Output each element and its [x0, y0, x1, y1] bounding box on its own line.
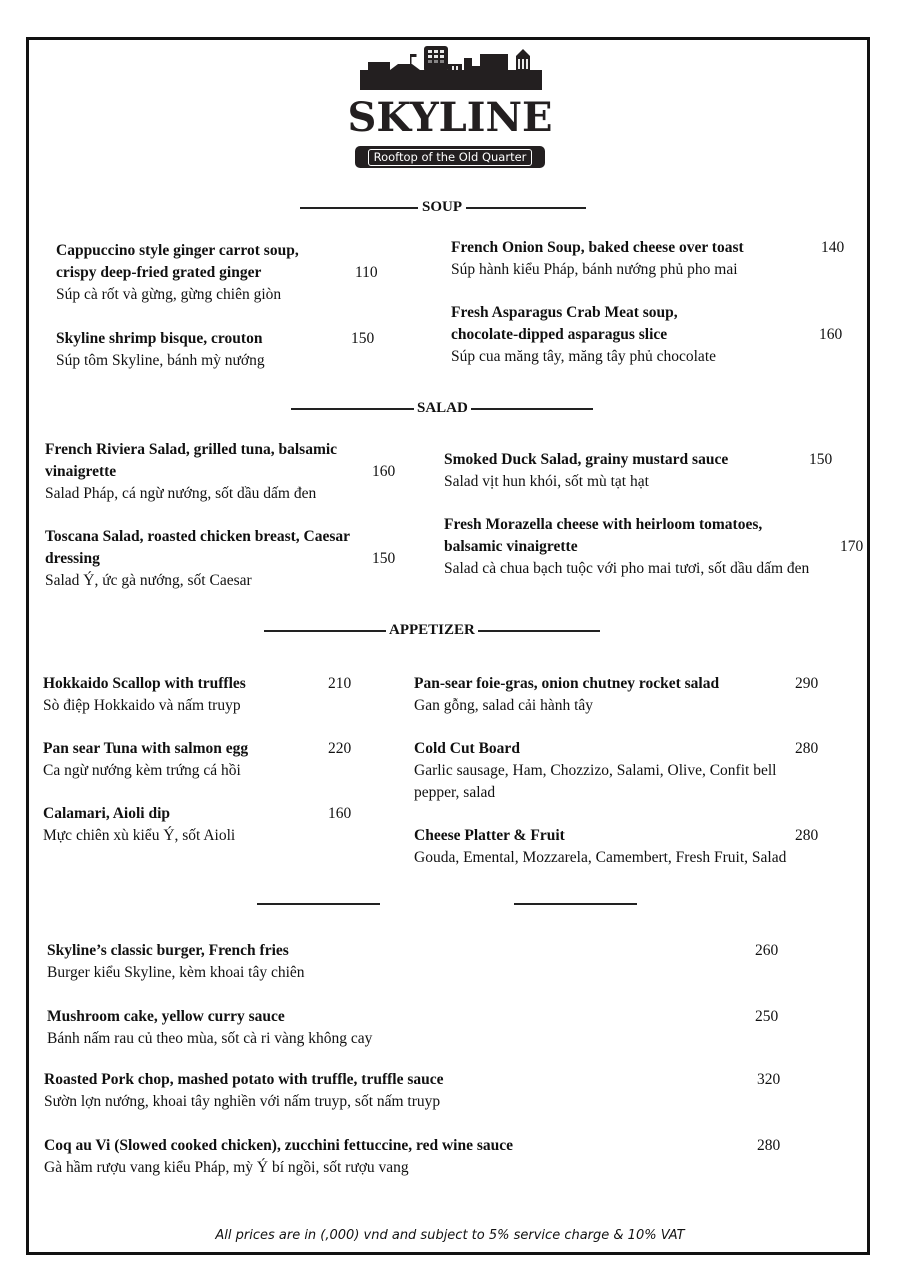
- item-price: 110: [355, 264, 378, 281]
- item-price: 140: [821, 239, 845, 256]
- item-description: Gan gỗng, salad cải hành tây: [414, 697, 594, 714]
- section-salad-header: [291, 400, 593, 417]
- item-name: Fresh Asparagus Crab Meat soup,: [451, 304, 678, 321]
- menu-item: [56, 328, 265, 372]
- item-name: Calamari, Aioli dip: [43, 805, 171, 822]
- item-name: Mushroom cake, yellow curry sauce: [47, 1008, 285, 1025]
- menu-item: [444, 514, 809, 580]
- divider-rule: [514, 903, 637, 905]
- divider-rule: [264, 630, 386, 632]
- section-title: SOUP: [422, 199, 463, 215]
- divider-rule: [478, 630, 600, 632]
- menu-item: [47, 1006, 372, 1050]
- item-name: dressing: [45, 550, 100, 567]
- item-name: crispy deep-fried grated ginger: [56, 264, 262, 281]
- item-price: 280: [795, 740, 819, 757]
- tagline: [355, 146, 545, 168]
- item-name: Toscana Salad, roasted chicken breast, Caesar: [45, 528, 350, 545]
- item-price: 290: [795, 675, 819, 692]
- item-description: Súp hành kiểu Pháp, bánh nướng phủ pho mai: [451, 261, 738, 278]
- item-name: vinaigrette: [45, 463, 117, 480]
- menu-item: [56, 240, 299, 306]
- item-name: Cheese Platter & Fruit: [414, 827, 565, 844]
- menu-item: [444, 449, 728, 493]
- section-title: SALAD: [417, 400, 468, 416]
- tagline-text: Rooftop of the Old Quarter: [368, 149, 533, 166]
- item-price: 150: [351, 330, 375, 347]
- menu-item: [44, 1135, 513, 1179]
- item-name: Roasted Pork chop, mashed potato with truffle, truffle sauce: [44, 1071, 444, 1088]
- item-description: Salad Ý, ức gà nướng, sốt Caesar: [45, 572, 252, 589]
- item-description: Gà hầm rượu vang kiểu Pháp, mỳ Ý bí ngồi, sốt rượu vang: [44, 1159, 409, 1176]
- item-price: 220: [328, 740, 352, 757]
- item-name: Cold Cut Board: [414, 740, 520, 757]
- item-price: 320: [757, 1071, 781, 1088]
- divider-rule: [471, 408, 593, 410]
- item-description: Sò điệp Hokkaido và nấm truyp: [43, 697, 241, 714]
- menu-item: [44, 1069, 444, 1113]
- menu-item: [451, 302, 716, 368]
- item-description: Gouda, Emental, Mozzarela, Camembert, Fresh Fruit, Salad: [414, 849, 787, 866]
- item-name: chocolate-dipped asparagus slice: [451, 326, 668, 343]
- item-description: pepper, salad: [414, 784, 496, 801]
- item-description: Mực chiên xù kiểu Ý, sốt Aioli: [43, 827, 236, 844]
- item-price: 160: [328, 805, 352, 822]
- item-price: 280: [757, 1137, 781, 1154]
- menu-item: [451, 237, 744, 281]
- menu-item: [43, 803, 235, 847]
- item-price: 260: [755, 942, 779, 959]
- item-name: balsamic vinaigrette: [444, 538, 578, 555]
- item-name: Skyline shrimp bisque, crouton: [56, 330, 263, 347]
- divider-rule: [291, 408, 414, 410]
- item-description: Ca ngừ nướng kèm trứng cá hồi: [43, 762, 241, 779]
- item-name: French Onion Soup, baked cheese over toast: [451, 239, 744, 256]
- menu-item: [43, 673, 246, 717]
- item-description: Súp tôm Skyline, bánh mỳ nướng: [56, 352, 265, 369]
- item-price: 210: [328, 675, 352, 692]
- city-skyline-icon: [360, 42, 542, 90]
- menu-item: [43, 738, 248, 782]
- item-price: 170: [840, 538, 864, 555]
- menu-item: [414, 673, 719, 717]
- item-price: 160: [819, 326, 843, 343]
- item-name: Fresh Morazella cheese with heirloom tomatoes,: [444, 516, 763, 533]
- item-description: Sườn lợn nướng, khoai tây nghiền với nấm truyp, sốt nấm truyp: [44, 1093, 441, 1110]
- item-name: Smoked Duck Salad, grainy mustard sauce: [444, 451, 729, 468]
- item-name: Pan-sear foie-gras, onion chutney rocket salad: [414, 675, 720, 692]
- item-description: Bánh nấm rau củ theo mùa, sốt cà ri vàng không cay: [47, 1030, 373, 1047]
- item-price: 150: [809, 451, 833, 468]
- section-appetizer-header: [264, 622, 600, 639]
- divider-rule: [300, 207, 418, 209]
- divider-rule: [257, 903, 380, 905]
- item-price: 160: [372, 463, 396, 480]
- item-description: Salad cà chua bạch tuộc với pho mai tươi, sốt dầu dấm đen: [444, 560, 810, 577]
- section-soup-header: [300, 199, 586, 216]
- item-price: 150: [372, 550, 396, 567]
- menu-item: [45, 439, 337, 505]
- item-description: Salad vịt hun khói, sốt mù tạt hạt: [444, 473, 649, 490]
- item-description: Salad Pháp, cá ngừ nướng, sốt dầu dấm đen: [45, 485, 317, 502]
- brand-name: SKYLINE: [347, 94, 553, 141]
- item-name: Skyline’s classic burger, French fries: [47, 942, 289, 959]
- item-name: Hokkaido Scallop with truffles: [43, 675, 246, 692]
- menu-item: [414, 825, 786, 869]
- menu-item: [414, 738, 776, 804]
- item-description: Súp cua măng tây, măng tây phủ chocolate: [451, 348, 716, 365]
- item-name: Coq au Vi (Slowed cooked chicken), zucchini fettuccine, red wine sauce: [44, 1137, 514, 1154]
- item-description: Garlic sausage, Ham, Chozzizo, Salami, Olive, Confit bell: [414, 762, 777, 779]
- price-note: All prices are in (,000) vnd and subject to 5% service charge & 10% VAT: [215, 1228, 685, 1243]
- menu-item: [47, 940, 305, 984]
- menu-item: [45, 526, 350, 592]
- item-price: 280: [795, 827, 819, 844]
- item-description: Súp cà rốt và gừng, gừng chiên giòn: [56, 286, 282, 303]
- item-name: Cappuccino style ginger carrot soup,: [56, 242, 299, 259]
- item-price: 250: [755, 1008, 779, 1025]
- section-title: APPETIZER: [389, 622, 475, 638]
- item-description: Burger kiểu Skyline, kèm khoai tây chiên: [47, 964, 305, 981]
- item-name: French Riviera Salad, grilled tuna, balsamic: [45, 441, 338, 458]
- item-name: Pan sear Tuna with salmon egg: [43, 740, 249, 757]
- divider-rule: [466, 207, 586, 209]
